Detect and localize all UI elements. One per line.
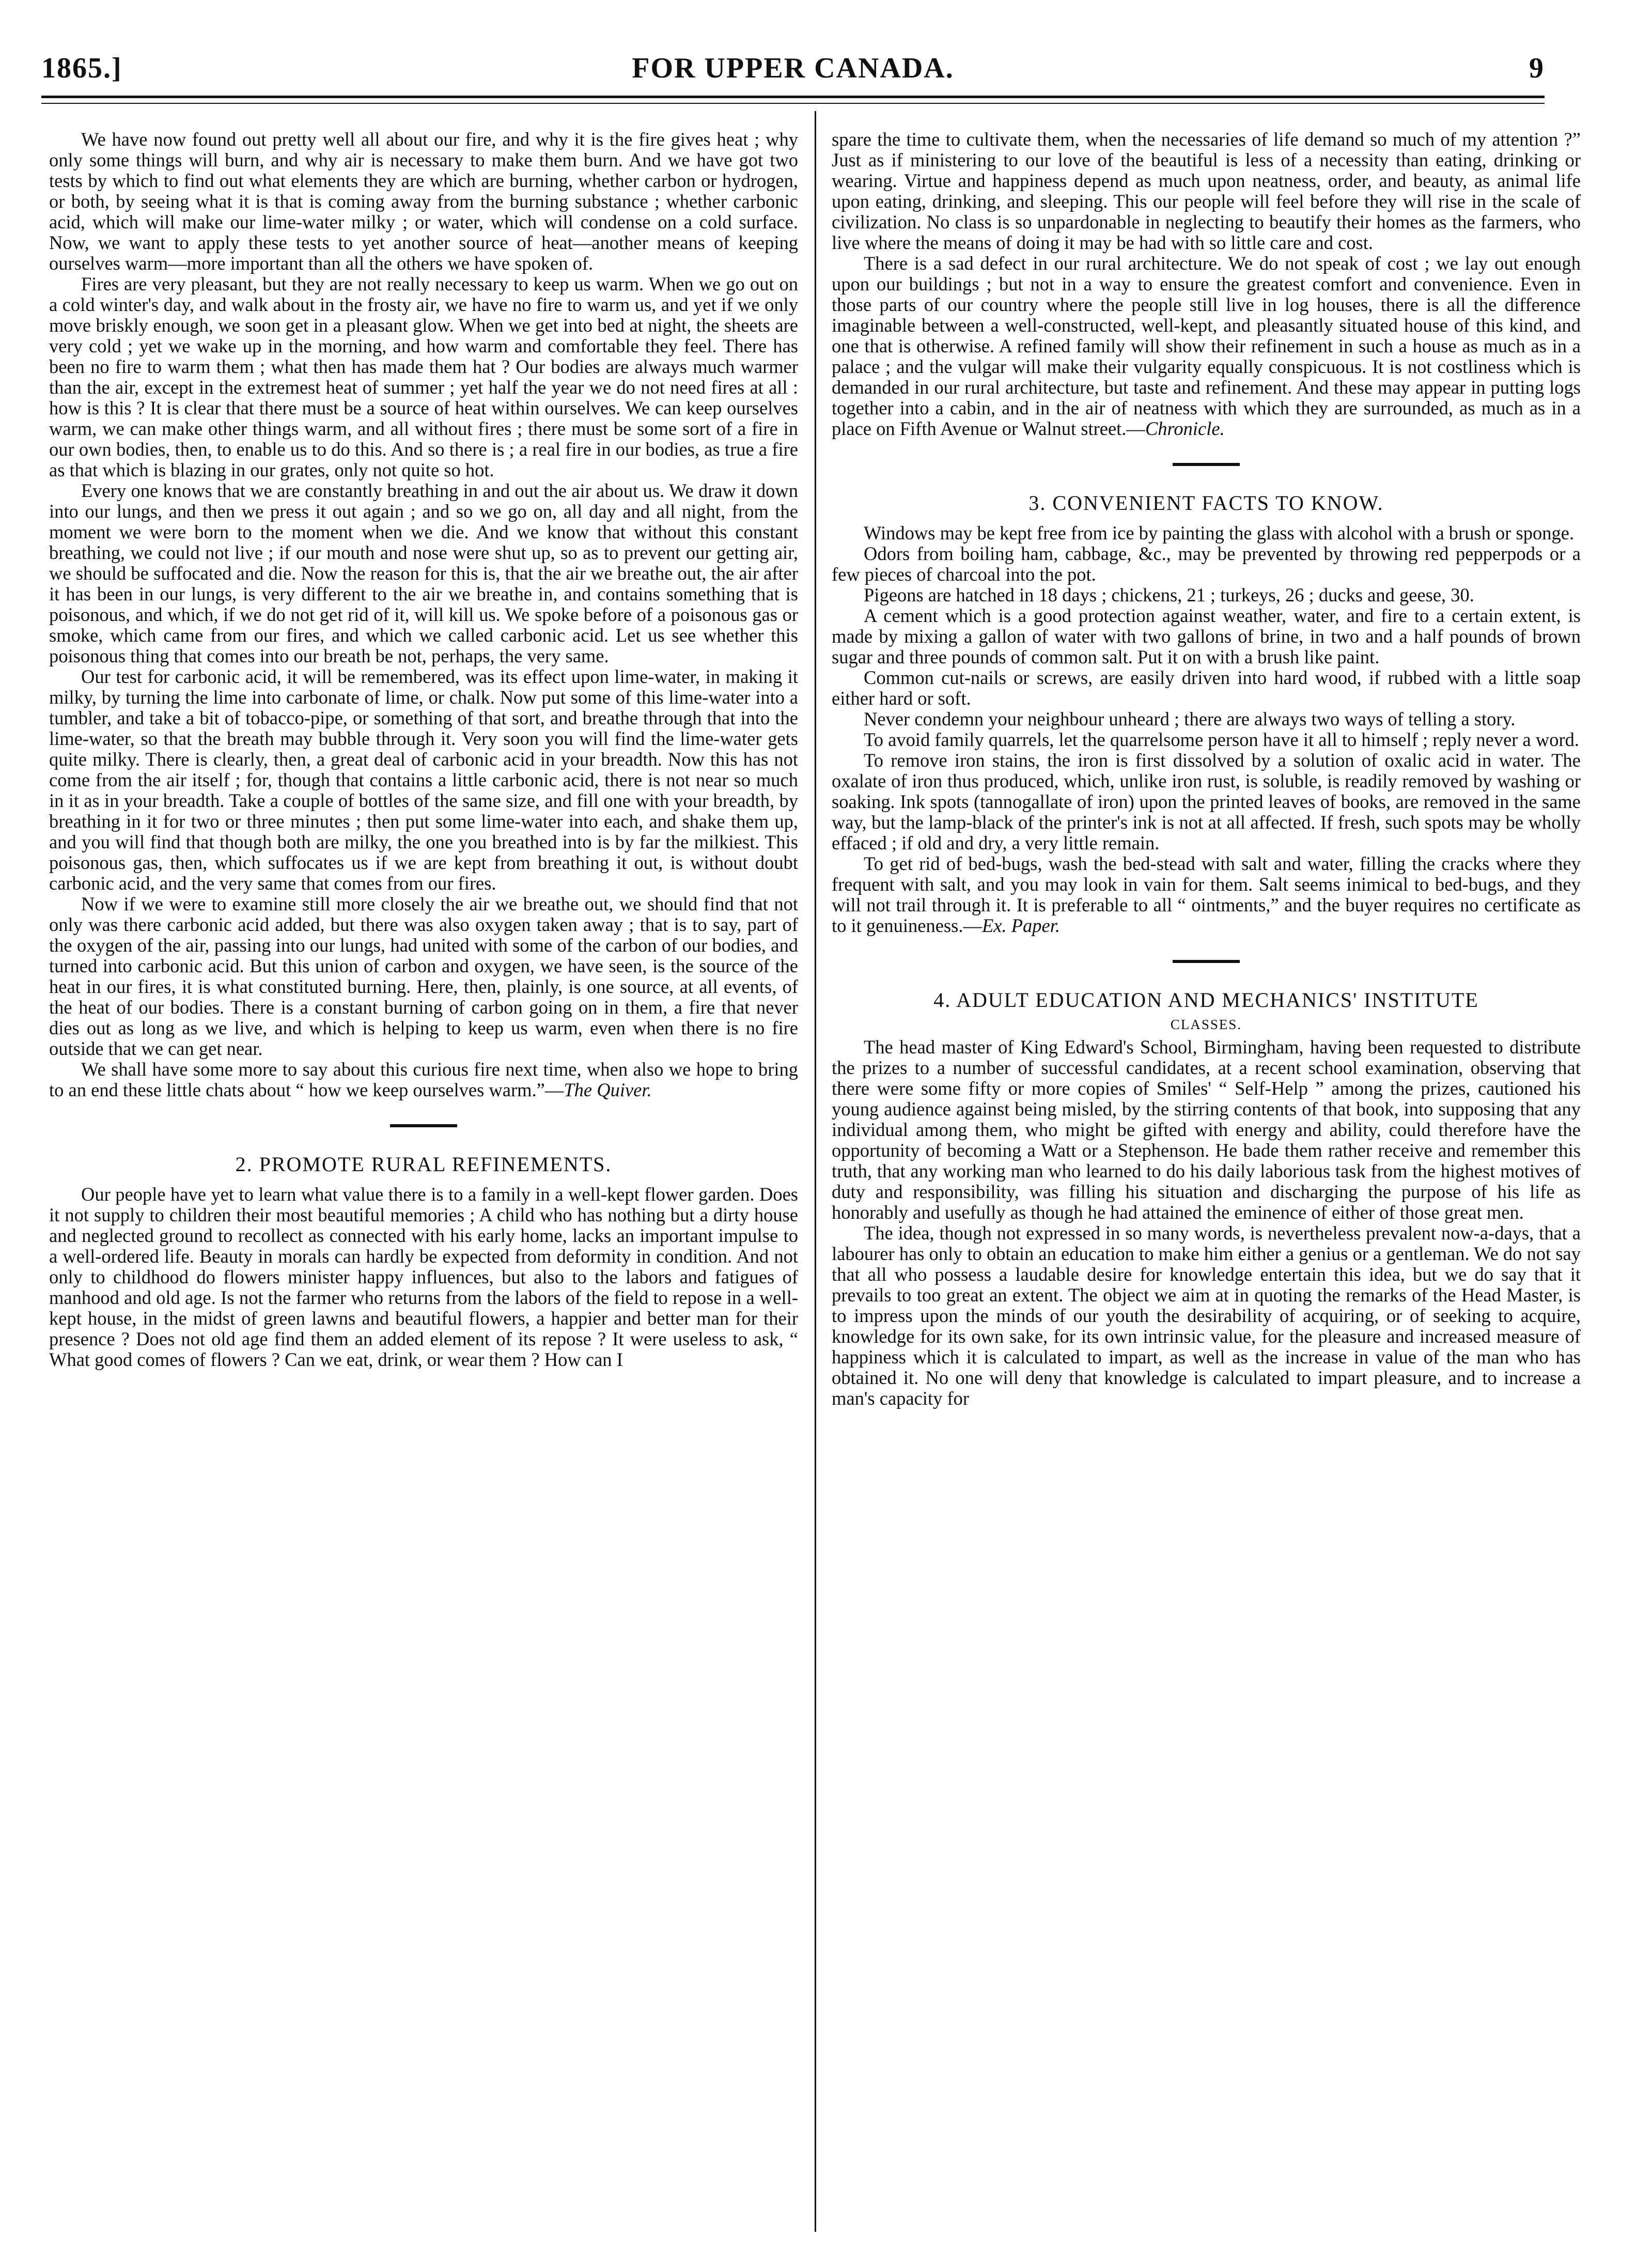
running-header	[41, 46, 1545, 93]
article-closing-paragraph	[49, 1059, 798, 1100]
fact-text: To get rid of bed-bugs, wash the bed-stead with salt and water, filling the cracks where they frequent with salt, and you may look in vain for them. Salt seems inimical to bed-bugs, and they will not trail through it. It is preferable to all “ ointments,” and the buyer requires no certificate as to it genuineness.—	[832, 853, 1581, 936]
source-credit: Chronicle.	[1145, 418, 1225, 439]
article-paragraph: Fires are very pleasant, but they are not really necessary to keep us warm. When we go out on a cold winter's day, and walk about in the frosty air, we have no fire to warm us, and yet if we only move briskly enough, we soon get in a pleasant glow. When we get into bed at night, the sheets are very cold ; yet we wake up in the morning, and how warm and comfortable they feel. There has been no fire to warm them ; what then has made them hat ? Our bodies are always much warmer than the air, except in the extremest heat of summer ; yet half the year we do not need fires at all : how is this ? It is clear that there must be a source of heat within ourselves. We can keep ourselves warm, we can make other things warm, and all without fires ; there must be some sort of a fire in our own bodies, then, to enable us to do this. And so there is ; a real fire in our bodies, as true a fire as that which is blazing in our grates, only not quite so hot.	[49, 273, 798, 480]
paragraph-text: There is a sad defect in our rural architecture. We do not speak of cost ; we lay out enough upon our buildings ; but not in a way to ensure the greatest comfort and convenience. Even in those parts of our country where the people still live in log houses, there is all the difference imaginable between a well-constructed, well-kept, and pleasantly situated house of this kind, and one that is otherwise. A refined family will show their refinement in such a house as much as in a palace ; and the vulgar will make their vulgarity equally conspicuous. It is not costliness which is demanded in our rural architecture, but taste and refinement. And these may appear in putting logs together into a cabin, and in the air of neatness with which they are surrounded, as much as in a place on Fifth Avenue or Walnut street.—	[832, 253, 1581, 439]
header-rule	[41, 96, 1545, 104]
section-heading: 2. PROMOTE RURAL REFINEMENTS.	[235, 1153, 612, 1176]
section-separator	[1173, 960, 1240, 963]
article-paragraph: Every one knows that we are constantly breathing in and out the air about us. We draw it down into our lungs, and then we press it out again ; and so we go on, all day and all night, from the moment we were born to the moment when we die. And we know that without this constant breathing, we could not live ; if our mouth and nose were shut up, so as to prevent our getting air, we should be suffocated and die. Now the reason for this is, that the air we breathe out, the air after it has been in our lungs, is very different to the air we breathe in, and contains something that is poisonous, and which, if we do not get rid of it, will kill us. We spoke before of a poisonous gas or smoke, which came from our fires, and which we called carbonic acid. Let us see whether this poisonous thing that comes into our breath be not, perhaps, the very same.	[49, 480, 798, 666]
section-separator	[390, 1124, 457, 1127]
header-year: 1865.]	[41, 52, 122, 84]
article-paragraph: Our test for carbonic acid, it will be remembered, was its effect upon lime-water, in making it milky, by turning the lime into carbonate of lime, or chalk. Now put some of this lime-water into a tumbler, and take a bit of tobacco-pipe, or something of that sort, and breathe through that into the lime-water, so that the breath may bubble through it. Very soon you will find the lime-water gets quite milky. There is clearly, then, a great deal of carbonic acid in your breadth. Now this has not come from the air itself ; for, though that contains a little carbonic acid, there is not near so much in it as in your breadth. Take a couple of bottles of the same size, and fill one with your breadth, by breathing in it for two or three minutes ; then put some lime-water into each, and shake them up, and you will find that though both are milky, the one you breathed into is by far the milkiest. This poisonous gas, then, which suffocates us if we are kept from breathing it out, is without doubt carbonic acid, and the very same that comes from our fires.	[49, 666, 798, 894]
left-column	[49, 129, 798, 1370]
section-subheading: CLASSES.	[1170, 1017, 1242, 1032]
section-separator	[1173, 463, 1240, 466]
article-paragraph: The head master of King Edward's School, Birmingham, having been requested to distribute the prizes to a number of successful candidates, at a recent school examination, observing that there were some fifty or more copies of Smiles' “ Self-Help ” among the prizes, cautioned his young audience against being misled, by the stirring contents of that book, into supposing that any individual among them, who might be gifted with energy and ability, could therefore have the opportunity of becoming a Watt or a Stephenson. He bade them rather receive and remember this truth, that any working man who learned to do his daily laborious task from the highest motives of duty and responsibility, was filling his situation and discharging the purpose of his life as honorably and usefully as though he had attained the eminence of either of those great men.	[832, 1036, 1581, 1223]
column-divider	[815, 111, 816, 2232]
fact-item: Windows may be kept free from ice by painting the glass with alcohol with a brush or sponge.	[864, 522, 1574, 543]
section-heading: 4. ADULT EDUCATION AND MECHANICS' INSTITUTE	[933, 988, 1479, 1012]
fact-item	[832, 853, 1581, 936]
article-paragraph: We have now found out pretty well all about our fire, and why it is the fire gives heat ; why only some things will burn, and why air is necessary to make them burn. And we have got two tests by which to find out what elements they are which are burning, whether carbon or hydrogen, or both, by seeing what it is that is coming away from the burning substance ; whether carbonic acid, which will make our lime-water milky ; or water, which will condense on a cold surface. Now, we want to apply these tests to yet another source of heat—another means of keeping ourselves warm—more important than all the others we have spoken of.	[49, 129, 798, 274]
fact-item: A cement which is a good protection against weather, water, and fire to a certain extent, is made by mixing a gallon of water with two gallons of brine, in two and a half pounds of brown sugar and three pounds of common salt. Put it on with a brush like paint.	[832, 605, 1581, 667]
section-heading: 3. CONVENIENT FACTS TO KNOW.	[1028, 491, 1384, 515]
source-credit: Ex. Paper.	[981, 915, 1060, 936]
article-paragraph: Now if we were to examine still more closely the air we breathe out, we should find that not only was there carbonic acid added, but there was also oxygen taken away ; that is to say, part of the oxygen of the air, passing into our lungs, had united with some of the carbon of our bodies, and turned into carbonic acid. But this union of carbon and oxygen, we have seen, is the source of the heat in our fires, it is what constituted burning. Here, then, plainly, is one source, at all events, of the heat of our bodies. There is a constant burning of carbon going on in them, a fire that never dies out as long as we live, and which is helping to keep us warm, even when there is no fire outside that we can get near.	[49, 893, 798, 1059]
fact-item: Odors from boiling ham, cabbage, &c., may be prevented by throwing red pepperpods or a few pieces of charcoal into the pot.	[832, 543, 1581, 585]
right-column	[832, 129, 1581, 1409]
closing-text: We shall have some more to say about this curious fire next time, when also we hope to bring to an end these little chats about “ how we keep ourselves warm.”—	[49, 1059, 798, 1100]
header-title: FOR UPPER CANADA.	[632, 52, 954, 84]
fact-item: To remove iron stains, the iron is first dissolved by a solution of oxalic acid in water. The oxalate of iron thus produced, which, unlike iron rust, is soluble, is readily removed by washing or soaking. Ink spots (tannogallate of iron) upon the printed leaves of books, are removed in the same way, but the lamp-black of the printer's ink is not at all affected. If fresh, such spots may be wholly effaced ; if old and dry, a very little remain.	[832, 750, 1581, 853]
source-credit: The Quiver.	[564, 1079, 652, 1100]
fact-item: Pigeons are hatched in 18 days ; chickens, 21 ; turkeys, 26 ; ducks and geese, 30.	[864, 584, 1474, 605]
fact-item: Common cut-nails or screws, are easily driven into hard wood, if rubbed with a little soap either hard or soft.	[832, 667, 1581, 709]
article-paragraph: spare the time to cultivate them, when the necessaries of life demand so much of my attention ?” Just as if ministering to our love of the beautiful is less of a necessity than eating, drinking or wearing. Virtue and happiness depend as much upon neatness, order, and beauty, as animal life upon eating, drinking, and sleeping. This our people will feel before they will rise in the scale of civilization. No class is so unpardonable in neglecting to beautify their homes as the farmers, who live where the means of doing it may be had with so little care and cost.	[832, 129, 1581, 253]
article-paragraph	[832, 253, 1581, 439]
article-paragraph: The idea, though not expressed in so many words, is nevertheless prevalent now-a-days, that a labourer has only to obtain an education to make him either a genius or a gentleman. We do not say that all who possess a laudable desire for knowledge entertain this idea, but we do say that it prevails to too great an extent. The object we aim at in quoting the remarks of the Head Master, is to impress upon the minds of our youth the desirability of acquiring, or of seeking to acquire, knowledge for its own sake, for its own intrinsic value, for the pleasure and increased measure of happiness which it is calculated to impart, as well as the increase in value of the man who has obtained it. No one will deny that knowledge is calculated to impart pleasure, and to increase a man's capacity for	[832, 1222, 1581, 1409]
fact-item: Never condemn your neighbour unheard ; there are always two ways of telling a story.	[864, 708, 1516, 729]
article-paragraph: Our people have yet to learn what value there is to a family in a well-kept flower garden. Does it not supply to children their most beautiful memories ; A child who has nothing but a dirty house and neglected ground to recollect as connected with his early home, lacks an important impulse to a well-ordered life. Beauty in morals can hardly be expected from deformity in condition. And not only to childhood do flowers minister happy influences, but also to the labors and fatigues of manhood and old age. Is not the farmer who returns from the labors of the field to repose in a well-kept house, in the midst of green lawns and beautiful flowers, a happier and better man for their presence ? Does not old age find them an added element of its repose ? It were useless to ask, “ What good comes of flowers ? Can we eat, drink, or wear them ? How can I	[49, 1184, 798, 1370]
page-number: 9	[1529, 52, 1545, 84]
fact-item: To avoid family quarrels, let the quarrelsome person have it all to himself ; reply never a word.	[864, 729, 1580, 750]
